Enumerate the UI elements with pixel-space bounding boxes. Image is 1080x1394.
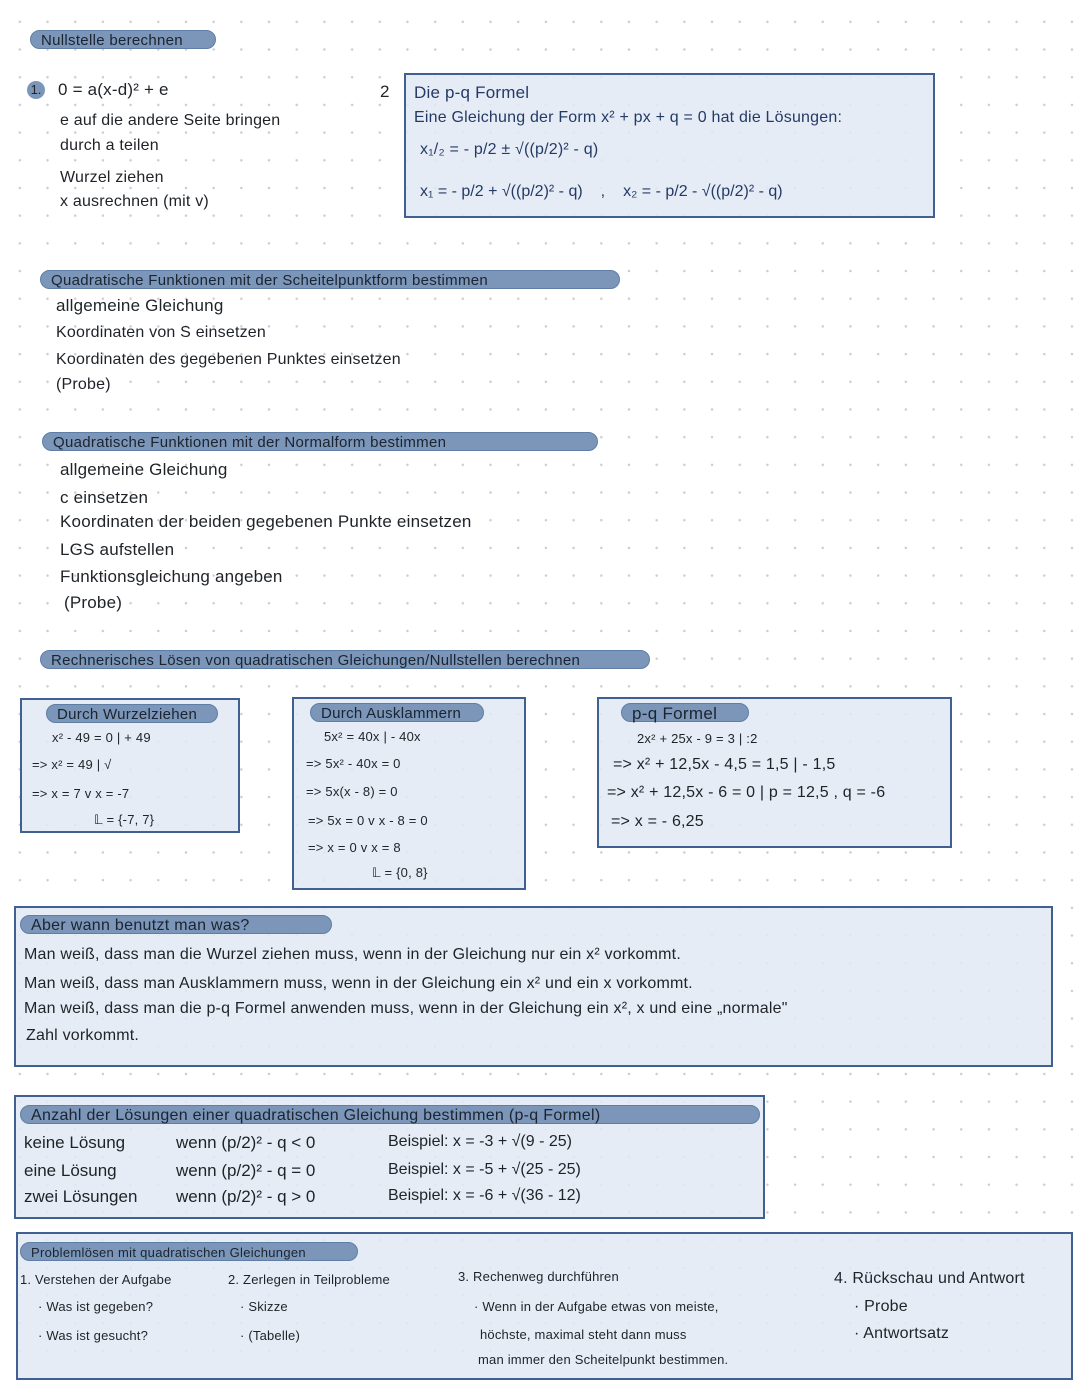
calc-line: => x² = 49 | √: [32, 757, 112, 772]
calc-line: => x² + 12,5x - 6 = 0 | p = 12,5 , q = -6: [607, 784, 886, 801]
formula-x2: x₂ = - p/2 - √((p/2)² - q): [623, 183, 783, 200]
list-item: c einsetzen: [60, 488, 149, 507]
case-condition: wenn (p/2)² - q = 0: [176, 1161, 316, 1180]
calc-line: => x = - 6,25: [611, 813, 704, 830]
solution-set: 𝕃 = {-7, 7}: [94, 812, 155, 827]
step-item: · (Tabelle): [240, 1328, 300, 1343]
case-label: zwei Lösungen: [24, 1187, 138, 1206]
intro: Eine Gleichung der Form x² + px + q = 0 hat die Lösungen:: [414, 109, 843, 126]
box-title: p-q Formel: [621, 703, 749, 722]
case-example: Beispiel: x = -6 + √(36 - 12): [388, 1187, 581, 1204]
step-number: 2: [380, 82, 390, 101]
case-example: Beispiel: x = -5 + √(25 - 25): [388, 1161, 581, 1178]
method-box-ausklammern: [292, 697, 526, 890]
list-item: (Probe): [56, 376, 111, 393]
text-line: Zahl vorkommt.: [26, 1027, 140, 1044]
case-example: Beispiel: x = -3 + √(9 - 25): [388, 1133, 572, 1150]
text-line: Man weiß, dass man die p-q Formel anwenden muss, wenn in der Gleichung ein x², x und eine „normale": [24, 1000, 788, 1017]
step-item: · Antwortsatz: [854, 1325, 950, 1342]
separator: ,: [600, 183, 606, 200]
case-condition: wenn (p/2)² - q < 0: [176, 1133, 316, 1152]
list-item: Wurzel ziehen: [60, 169, 164, 186]
list-item: Funktionsgleichung angeben: [60, 567, 283, 586]
problem-solving-box: [16, 1232, 1073, 1380]
formula-x12: x₁/₂ = - p/2 ± √((p/2)² - q): [420, 141, 599, 158]
formula-row: [420, 183, 783, 201]
case-label: eine Lösung: [24, 1161, 117, 1180]
case-label: keine Lösung: [24, 1133, 126, 1152]
list-item: Koordinaten von S einsetzen: [56, 324, 266, 341]
list-item: allgemeine Gleichung: [56, 296, 224, 315]
step-item: · Wenn in der Aufgabe etwas von meiste,: [474, 1299, 719, 1314]
formula: 0 = a(x-d)² + e: [58, 80, 169, 99]
box-title: Durch Ausklammern: [310, 703, 484, 722]
step-number: 1.: [27, 81, 45, 99]
box-title: Problemlösen mit quadratischen Gleichungen: [20, 1242, 358, 1261]
step-heading: 1. Verstehen der Aufgabe: [20, 1272, 172, 1287]
box-title: Die p-q Formel: [414, 83, 530, 102]
heading-rechnerisches-loesen: Rechnerisches Lösen von quadratischen Gleichungen/Nullstellen berechnen: [40, 650, 650, 669]
pq-formula-box: [404, 73, 935, 218]
list-item: Koordinaten des gegebenen Punktes einsetzen: [56, 351, 401, 368]
heading-normalform: Quadratische Funktionen mit der Normalform bestimmen: [42, 432, 598, 451]
solution-set: 𝕃 = {0, 8}: [372, 865, 428, 880]
number-of-solutions-box: [14, 1095, 765, 1219]
list-item: LGS aufstellen: [60, 540, 175, 559]
step-item: · Was ist gegeben?: [38, 1299, 154, 1314]
box-title: Anzahl der Lösungen einer quadratischen Gleichung bestimmen (p-q Formel): [20, 1105, 760, 1124]
calc-line: => 5x = 0 v x - 8 = 0: [308, 813, 428, 828]
step-item: · Skizze: [240, 1299, 288, 1314]
case-row: [24, 1187, 581, 1207]
step-heading: 2. Zerlegen in Teilprobleme: [228, 1272, 390, 1287]
step-item: man immer den Scheitelpunkt bestimmen.: [478, 1352, 729, 1367]
box-title: Aber wann benutzt man was?: [20, 915, 332, 934]
calc-line: 5x² = 40x | - 40x: [324, 729, 421, 744]
list-item: durch a teilen: [60, 137, 159, 154]
step-item: · Probe: [854, 1298, 908, 1315]
list-item: (Probe): [64, 593, 123, 612]
calc-line: => 5x² - 40x = 0: [306, 756, 401, 771]
list-item: e auf die andere Seite bringen: [60, 112, 281, 129]
case-row: [24, 1161, 581, 1181]
step-heading: 4. Rückschau und Antwort: [834, 1270, 1025, 1287]
calc-line: => 5x(x - 8) = 0: [306, 784, 398, 799]
box-title: Durch Wurzelziehen: [46, 704, 218, 723]
method-box-wurzelziehen: [20, 698, 240, 833]
calc-line: => x² + 12,5x - 4,5 = 1,5 | - 1,5: [613, 756, 836, 773]
case-condition: wenn (p/2)² - q > 0: [176, 1187, 316, 1206]
list-item: Koordinaten der beiden gegebenen Punkte einsetzen: [60, 512, 472, 531]
formula-x1: x₁ = - p/2 + √((p/2)² - q): [420, 183, 583, 200]
calc-line: => x = 7 v x = -7: [32, 786, 130, 801]
calc-line: => x = 0 v x = 8: [308, 840, 401, 855]
calc-line: x² - 49 = 0 | + 49: [52, 730, 151, 745]
method-box-pq-formel: [597, 697, 952, 848]
heading-scheitelpunktform: Quadratische Funktionen mit der Scheitelpunktform bestimmen: [40, 270, 620, 289]
heading-nullstelle: Nullstelle berechnen: [30, 30, 216, 49]
text-line: Man weiß, dass man die Wurzel ziehen muss, wenn in der Gleichung nur ein x² vorkommt.: [24, 946, 681, 963]
list-item: allgemeine Gleichung: [60, 460, 228, 479]
text-line: Man weiß, dass man Ausklammern muss, wenn in der Gleichung ein x² und ein x vorkommt.: [24, 975, 693, 992]
step-heading: 3. Rechenweg durchführen: [458, 1269, 619, 1284]
when-to-use-box: [14, 906, 1053, 1067]
step-item: · Was ist gesucht?: [38, 1328, 149, 1343]
case-row: [24, 1133, 572, 1153]
calc-line: 2x² + 25x - 9 = 3 | :2: [637, 731, 758, 746]
list-item: x ausrechnen (mit v): [60, 193, 209, 210]
step-item: höchste, maximal steht dann muss: [480, 1327, 687, 1342]
